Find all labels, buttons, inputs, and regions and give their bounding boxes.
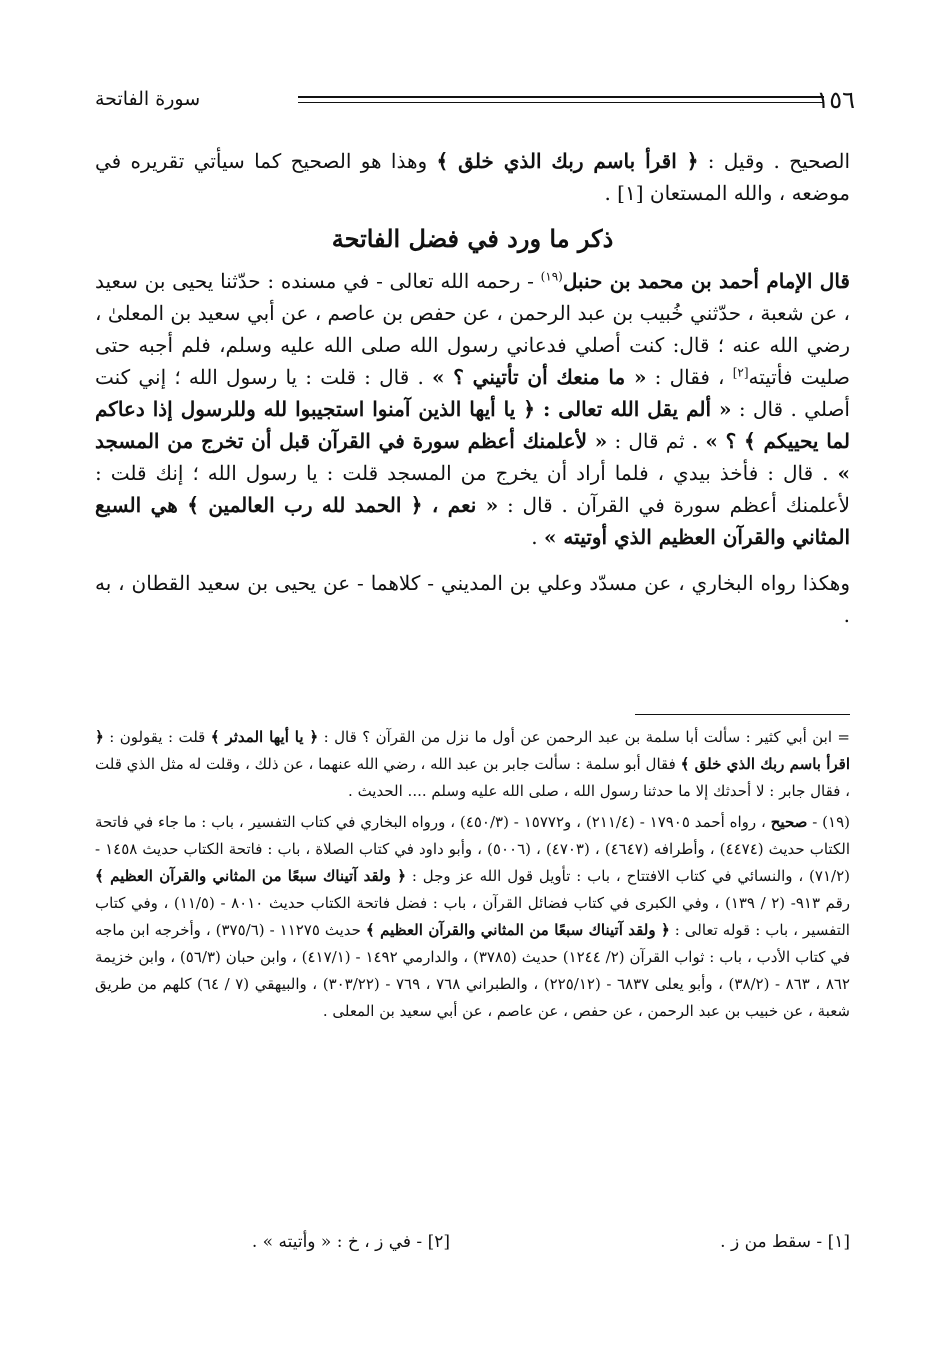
- intro-paragraph: الصحيح . وقيل : ﴿ اقرأ باسم ربك الذي خلق ﴾ وهذا هو الصحيح كما سيأتي تقريره في موضعه ، والله المستعان [١] .: [95, 149, 851, 205]
- hadith-paragraph: قال الإمام أحمد بن محمد بن حنبل$^{(١٩)}$ - رحمه الله تعالى - في مسنده : حدّثنا يحيى بن سعيد ، عن شعبة ، حدّثني خُبيب بن عبد الرحمن ، عن حفص بن عاصم ، عن أبي سعيد بن المعلىٰ ، رضي الله عنه ؛ قال: كنت أصلي فدعاني رسول الله صلى الله عليه وسلم، فلم أجبه حتى صليت فأتيته[٢] ، فقال : « ما منعك أن تأتيني ؟ » . قال : قلت : يا رسول الله ؛ إني كنت أصلي . قال : « ألم يقل الله تعالى : ﴿ يا أيها الذين آمنوا استجيبوا لله وللرسول إذا دعاكم لما يحييكم ﴾ ؟ » . ثم قال : « لأعلمنك أعظم سورة في القرآن قبل أن تخرج من المسجد » . قال : فأخذ بيدي ، فلما أراد أن يخرج من المسجد قلت : يا رسول الله ؛ إنك قلت : لأعلمنك أعظم سورة في القرآن . قال : « نعم ، ﴿ الحمد لله رب العالمين ﴾ هي السبع المثاني والقرآن العظيم الذي أوتيته » .: [95, 269, 850, 549]
- editor-note-1: [١] - سقط من ز .: [720, 1232, 850, 1252]
- quran-quote: ﴿ اقرأ باسم ربك الذي خلق ﴾: [436, 149, 699, 173]
- section-heading: ذكر ما ورد في فضل الفاتحة: [331, 224, 614, 253]
- footnote-separator: [635, 714, 850, 715]
- page-header: [0, 78, 945, 118]
- editor-note-2: [٢] - في ز ، خ : « وأتيته » .: [251, 1232, 450, 1252]
- editor-ref: [١]: [617, 181, 644, 205]
- footnotes: [95, 724, 850, 1025]
- grading-label: صحيح: [770, 813, 808, 831]
- editor-notes: [95, 1232, 850, 1262]
- main-text: [95, 145, 850, 631]
- prophet-speech: « نعم ، ﴿ الحمد لله رب العالمين ﴾ هي السبع المثاني والقرآن العظيم الذي أوتيته »: [95, 493, 850, 549]
- page-number: ١٥٦: [816, 86, 855, 114]
- prophet-speech: « لأعلمنك أعظم سورة في القرآن قبل أن تخرج من المسجد »: [95, 429, 850, 485]
- prophet-speech: « ما منعك أن تأتيني ؟ »: [431, 365, 647, 389]
- footnote-19: (١٩) - صحيح ، رواه أحمد ١٧٩٠٥ - (٢١١/٤) ، و١٥٧٧٢ - (٤٥٠/٣) ، ورواه البخاري في كتاب التفسير ، باب : ما جاء في فاتحة الكتاب حديث (٤٤٧٤) ، وأطرافه (٤٦٤٧) ، (٤٧٠٣) ، (٥٠٠٦) ، وأبو داود في كتاب الصلاة ، باب : فاتحة الكتاب حديث ١٤٥٨ - (٧١/٢) ، والنسائي في كتاب الافتتاح ، باب : تأويل قول الله عز وجل : ﴿ ولقد آتيناك سبعًا من المثاني والقرآن العظيم ﴾ رقم ٩١٣- (٢ / ١٣٩) ، وفي الكبرى في كتاب فضائل القرآن ، باب : فضل فاتحة الكتاب حديث ٨٠١٠ - (١١/٥) ، وفي كتاب التفسير ، باب : قوله تعالى : ﴿ ولقد آتيناك سبعًا من المثاني والقرآن العظيم ﴾ حديث ١١٢٧٥ - (٣٧٥/٦) ، وأخرجه ابن ماجه في كتاب الأدب ، باب : ثواب القرآن (٢/ ١٢٤٤) حديث (٣٧٨٥) ، والدارمي ١٤٩٢ - (٤١٧/١) ، وابن حبان (٥٦/٣) ، وابن خزيمة ٨٦٢ ، ٨٦٣ - (٣٨/٢) ، وأبو يعلى ٦٨٣٧ - (٢٢٥/١٢) ، والطبراني ٧٦٨ ، ٧٦٩ - (٣٠٣/٢٢) ، والبيهقي (٧ / ٦٤) كلهم من طريق شعبة ، عن خبيب بن عبد الرحمن ، عن حفص ، عن عاصم ، عن أبي سعيد بن المعلى .: [95, 813, 851, 1020]
- editor-ref-2[interactable]: [٢]: [732, 365, 749, 380]
- narrator-chain-start: قال الإمام أحمد بن محمد بن حنبل: [562, 269, 850, 293]
- prophet-speech: « ألم يقل الله تعالى : ﴿ يا أيها الذين آمنوا استجيبوا لله وللرسول إذا دعاكم لما يحييكم ﴾ ؟ »: [95, 397, 850, 453]
- closing-paragraph: وهكذا رواه البخاري ، عن مسدّد وعلي بن المديني - كلاهما - عن يحيى بن سعيد القطان ، به .: [95, 571, 850, 627]
- header-rule: [298, 96, 824, 98]
- running-title: سورة الفاتحة: [95, 88, 201, 110]
- spacer: [95, 553, 850, 567]
- footnote-continued: = ابن أبي كثير : سألت أبا سلمة بن عبد الرحمن عن أول ما نزل من القرآن ؟ قال : ﴿ يا أيها المدثر ﴾ قلت : يقولون : ﴿ اقرأ باسم ربك الذي خلق ﴾ فقال أبو سلمة : سألت جابر بن عبد الله ، رضي الله عنهما ، عن ذلك ، وقلت له مثل الذي قلت ، فقال جابر : لا أحدثك إلا ما حدثنا رسول الله ، صلى الله عليه وسلم .... الحديث .: [95, 728, 850, 800]
- footnote-ref-19[interactable]: (١٩): [540, 269, 563, 284]
- header-rule-thin: [298, 102, 824, 103]
